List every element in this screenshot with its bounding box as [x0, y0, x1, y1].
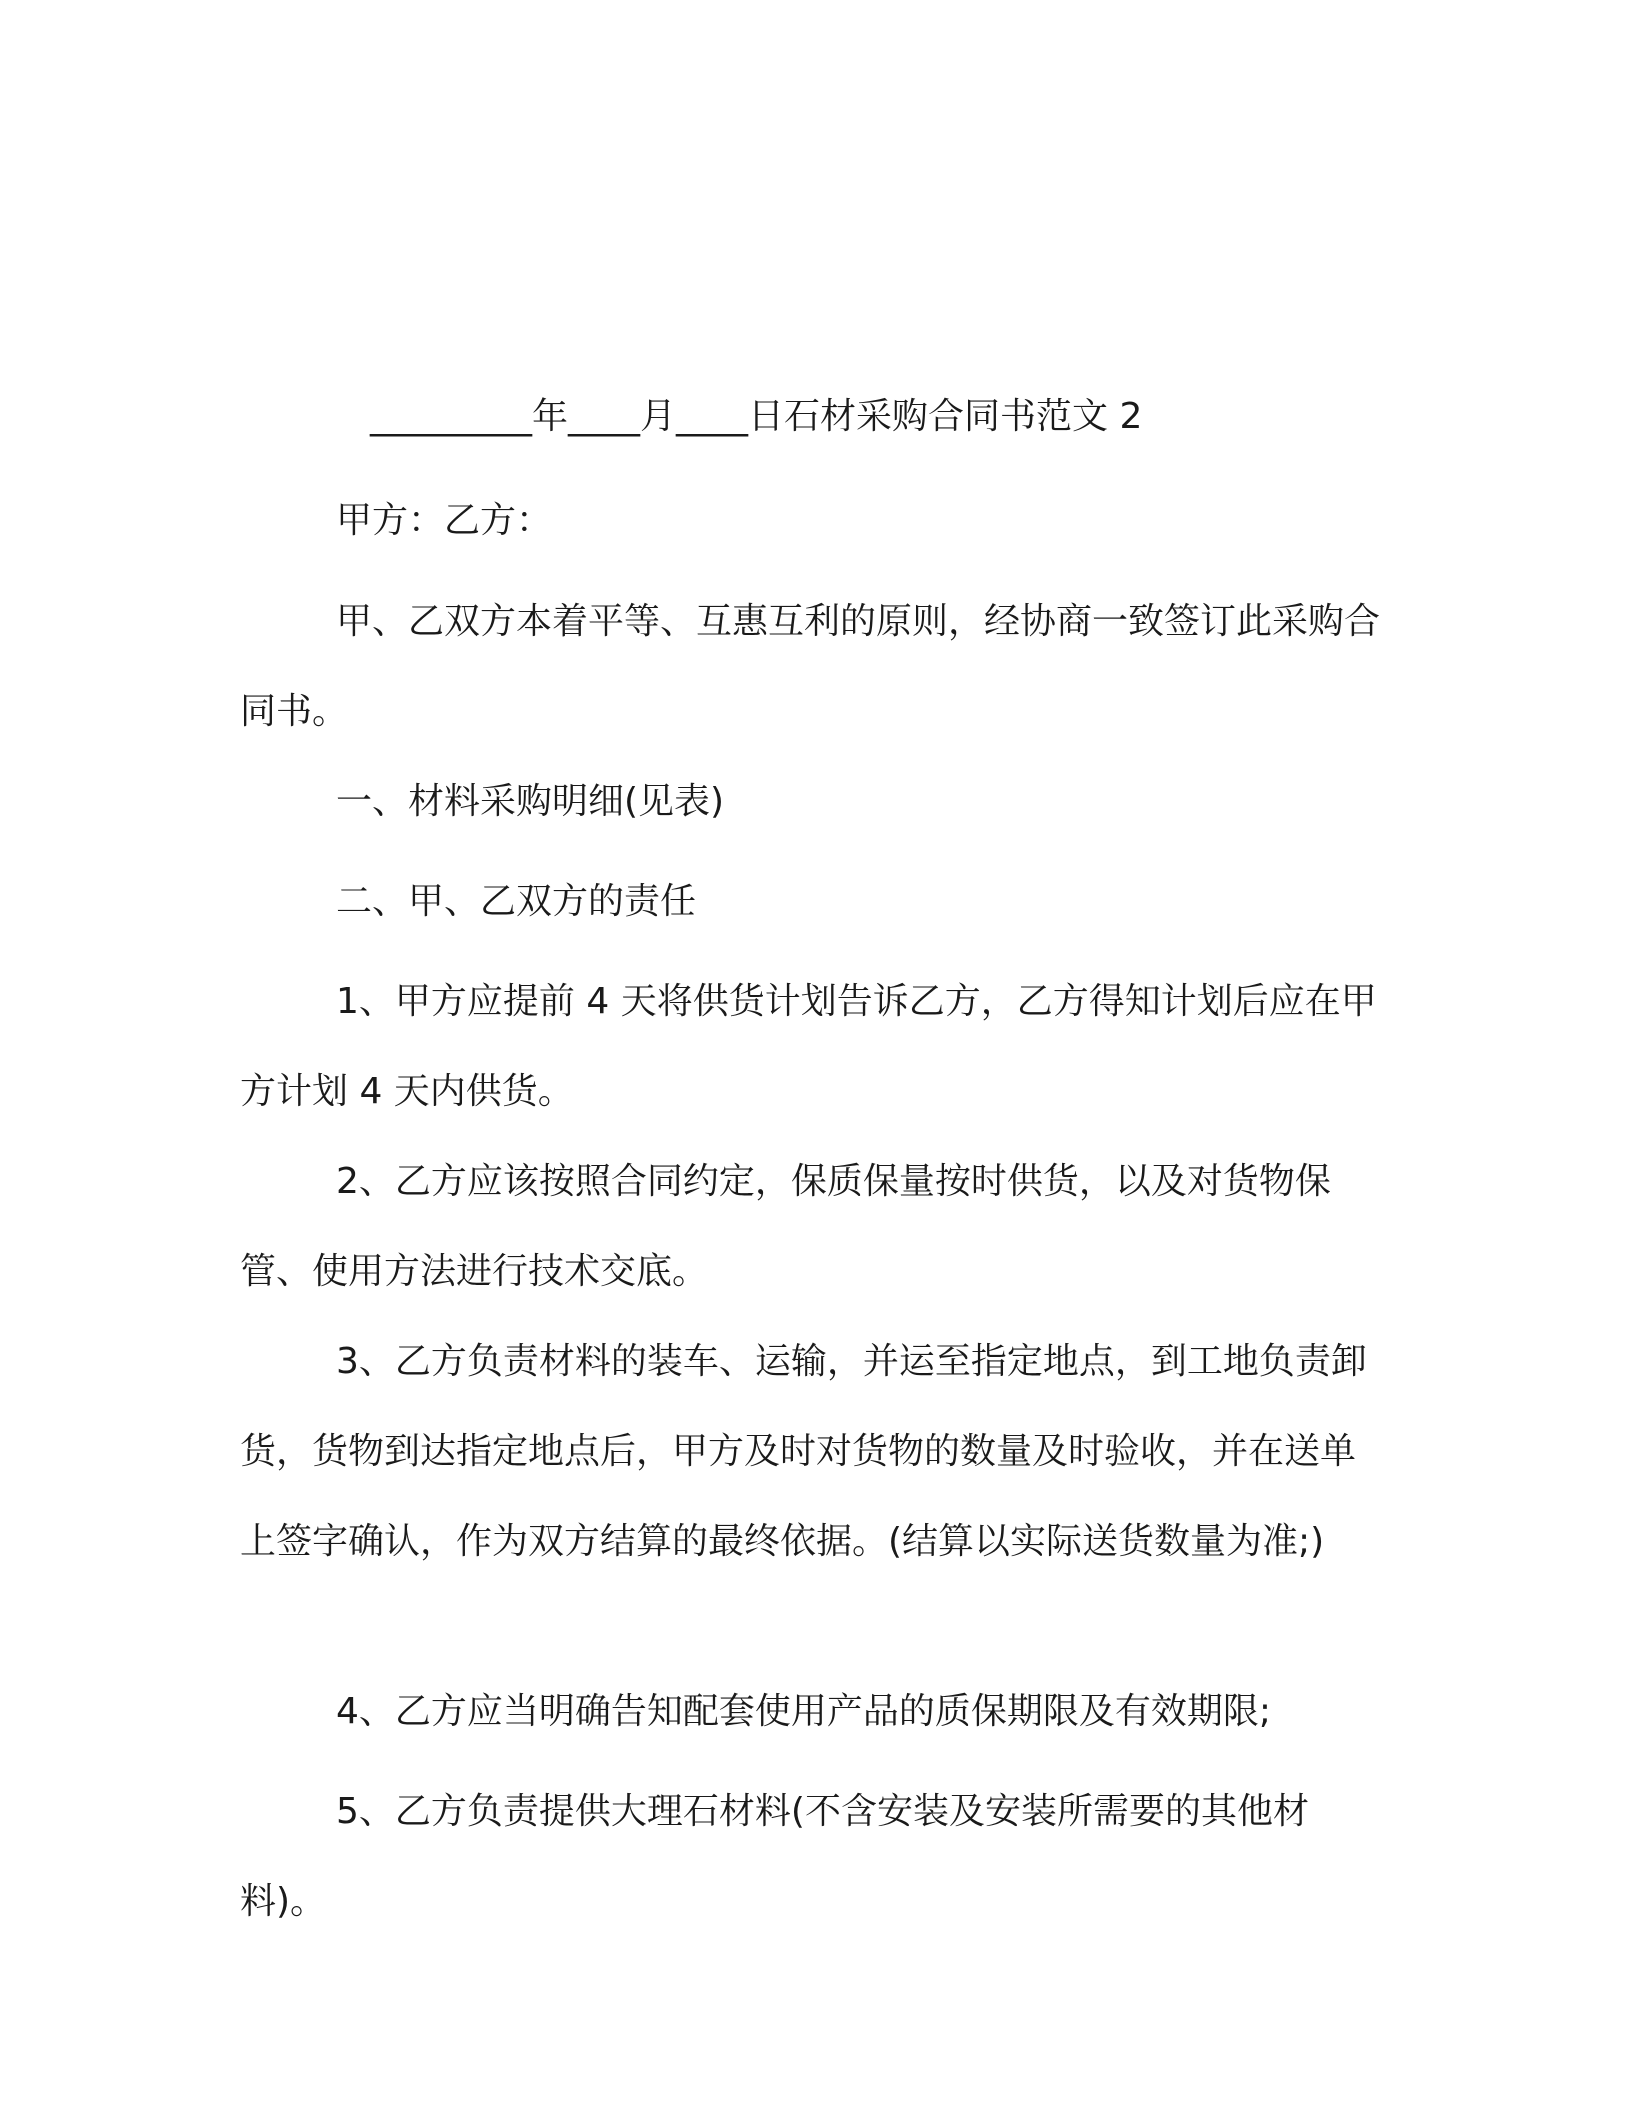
preamble-paragraph: 甲、乙双方本着平等、互惠互利的原则，经协商一致签订此采购合同书。 [240, 601, 1381, 732]
clause-4: 4、乙方应当明确告知配套使用产品的质保期限及有效期限; [336, 1691, 1272, 1732]
section-heading-materials: 一、材料采购明细(见表) [336, 781, 725, 822]
party-line: 甲方：乙方： [336, 500, 553, 541]
clause-1: 1、甲方应提前 4 天将供货计划告诉乙方，乙方得知计划后应在甲方计划 4 天内供货。 [240, 981, 1377, 1112]
section-heading-responsibilities: 二、甲、乙双方的责任 [336, 881, 697, 922]
clause-5: 5、乙方负责提供大理石材料(不含安装及安装所需要的其他材料)。 [240, 1791, 1309, 1922]
document-title: _________年____月____日石材采购合同书范文 2 [370, 396, 1143, 437]
clause-2: 2、乙方应该按照合同约定，保质保量按时供货，以及对货物保管、使用方法进行技术交底。 [240, 1161, 1331, 1292]
clause-3: 3、乙方负责材料的装车、运输，并运至指定地点，到工地负责卸货，货物到达指定地点后，甲方及时对货物的数量及时验收，并在送单上签字确认，作为双方结算的最终依据。(结算以实际送货数量为准;) [240, 1341, 1367, 1562]
